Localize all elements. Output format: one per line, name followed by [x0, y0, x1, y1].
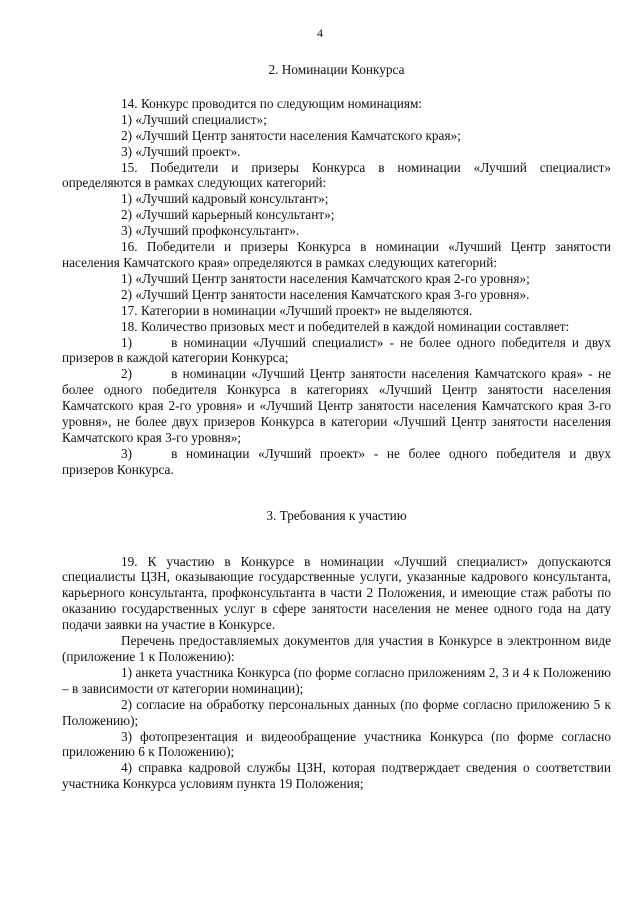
- paragraph: 3) «Лучший профконсультант».: [121, 223, 300, 239]
- paragraph: 1) «Лучший специалист»;: [121, 111, 267, 127]
- paragraph: 17. Категории в номинации «Лучший проект» не выделяются.: [121, 302, 473, 318]
- document-body: [62, 62, 611, 792]
- list-number: 2): [121, 366, 133, 382]
- paragraph: 2) «Лучший Центр занятости населения Камчатского края»;: [121, 127, 461, 143]
- list-number: 1): [121, 334, 133, 350]
- list-item: [62, 335, 611, 367]
- paragraph: 16. Победители и призеры Конкурса в номинации «Лучший Центр занятости населения Камчатского края» определяются в рамках следующих категорий:: [62, 239, 611, 270]
- page-number: 4: [317, 26, 323, 40]
- paragraph: 15. Победители и призеры Конкурса в номинации «Лучший специалист» определяются в рамках следующих категорий:: [62, 159, 611, 191]
- spacer: [62, 78, 611, 96]
- paragraph: 14. Конкурс проводится по следующим номинациям:: [121, 95, 423, 111]
- paragraph: 1) «Лучший Центр занятости населения Камчатского края 2-го уровня»;: [121, 270, 530, 286]
- paragraph: 19. К участию в Конкурсе в номинации «Лучший специалист» допускаются специалисты ЦЗН, оказывающие государственные услуги, указанные кадрового консультанта, карьерного консультанта, профконсультанта в части 2 Положения, и имеющие стаж работы по оказанию государственных услуг в сфере занятости населения не менее одного года на дату подачи заявки на участие в Конкурсе.: [62, 553, 611, 633]
- paragraph: 2) «Лучший карьерный консультант»;: [121, 207, 335, 223]
- section-2-title: 2. Номинации Конкурса: [268, 62, 405, 77]
- section-3-title: 3. Требования к участию: [266, 507, 407, 523]
- list-item: [62, 366, 611, 446]
- list-text: в номинации «Лучший специалист» - не более одного победителя и двух призеров в каждой категории Конкурса;: [62, 334, 611, 366]
- paragraph: 18. Количество призовых мест и победителей в каждой номинации составляет:: [121, 318, 570, 334]
- paragraph: 2) согласие на обработку персональных данных (по форме согласно приложению 5 к Положению);: [62, 696, 611, 728]
- paragraph: Перечень предоставляемых документов для участия в Конкурсе в электронном виде (приложение 1 к Положению):: [62, 633, 611, 664]
- paragraph: 2) «Лучший Центр занятости населения Камчатского края 3-го уровня».: [121, 286, 530, 302]
- spacer: [62, 478, 611, 508]
- list-item: [62, 446, 611, 478]
- list-number: 3): [121, 445, 133, 461]
- paragraph: 3) фотопрезентация и видеообращение участника Конкурса (по форме согласно приложению 6 к Положению);: [62, 728, 611, 760]
- paragraph: 3) «Лучший проект».: [121, 143, 241, 159]
- list-text: в номинации «Лучший Центр занятости населения Камчатского края» - не более одного победителя Конкурса в категориях «Лучший Центр занятости населения Камчатского края 2-го уровня» и «Лучший Центр занятости населения Камчатского края 3-го уровня», не более двух призеров Конкурса в категории «Лучший Центр занятости населения Камчатского края 3-го уровня»;: [62, 366, 611, 445]
- paragraph: 1) анкета участника Конкурса (по форме согласно приложениям 2, 3 и 4 к Положению – в зависимости от категории номинации);: [62, 664, 611, 696]
- spacer: [62, 524, 611, 554]
- list-text: в номинации «Лучший проект» - не более одного победителя и двух призеров Конкурса.: [62, 445, 611, 477]
- paragraph: 4) справка кадровой службы ЦЗН, которая подтверждает сведения о соответствии участника Конкурса условиям пункта 19 Положения;: [62, 760, 611, 792]
- paragraph: 1) «Лучший кадровый консультант»;: [121, 191, 329, 207]
